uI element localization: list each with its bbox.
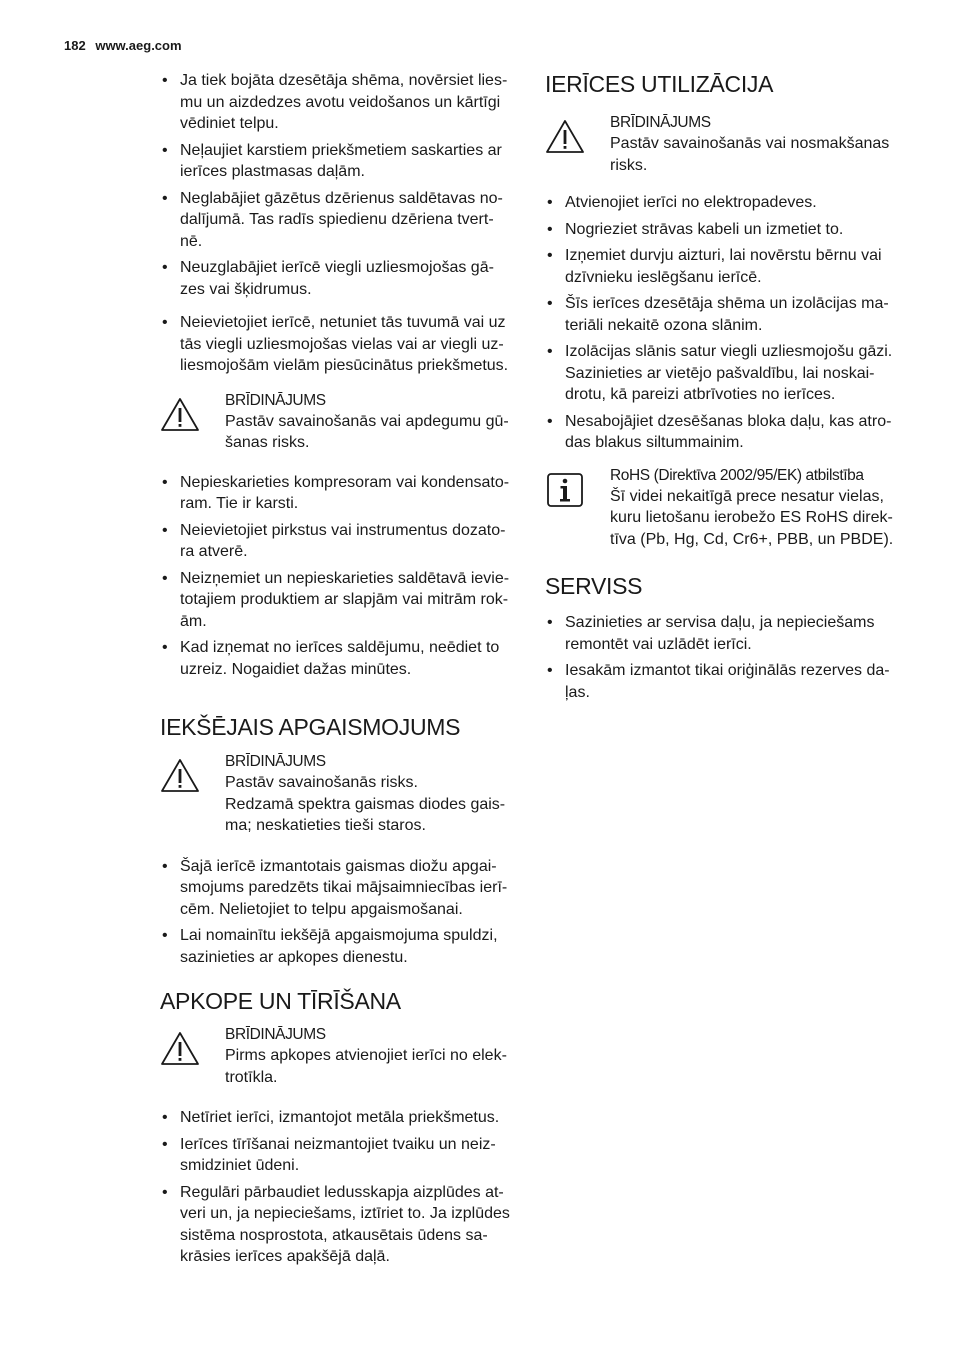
info-notice [545, 466, 900, 551]
info-icon [545, 472, 585, 508]
warning-triangle-icon [545, 119, 585, 155]
list-item: • Lai nomainītu iekšējā apgaismojuma spuldzi, sazinieties ar apkopes dienestu. [160, 925, 515, 968]
warning-notice [160, 752, 515, 837]
list-item: • Nogrieziet strāvas kabeli un izmetiet to. [545, 219, 900, 241]
warning-triangle-icon [160, 1031, 200, 1067]
info-title: RoHS (Direktīva 2002/95/EK) atbilstība [610, 466, 864, 484]
list-item: • Šajā ierīcē izmantotais gaismas diožu apgai- smojums paredzēts tikai mājsaimniecības ierī- cēm. Nelietojiet to telpu apgaismošanai. [160, 856, 515, 921]
website-url: www.aeg.com [95, 38, 182, 53]
warning-title: BRĪDINĀJUMS [610, 114, 711, 131]
list-item: • Nepieskarieties kompresoram vai kondensato- ram. Tie ir karsti. [160, 472, 515, 515]
list-item: • Izņemiet durvju aizturi, lai novērstu bērnu vai dzīvnieku ieslēgšanu ierīcē. [545, 245, 900, 288]
warning-title: BRĪDINĀJUMS [225, 753, 326, 770]
section-title-service: SERVISS [545, 573, 643, 599]
list-item: • Sazinieties ar servisa daļu, ja nepieciešams remontēt vai uzlādēt ierīci. [545, 612, 900, 655]
list-item: • Netīriet ierīci, izmantojot metāla priekšmetus. [160, 1107, 515, 1129]
list-item: • Izolācijas slānis satur viegli uzliesmojošu gāzi. Sazinieties ar vietējo pašvaldību, lai noskai- drotu, kā pareizi atbrīvoties no ierīces. [545, 341, 900, 406]
list-item: • Ierīces tīrīšanai neizmantojiet tvaiku un neiz- smidziniet ūdeni. [160, 1134, 515, 1177]
list-item: • Šīs ierīces dzesētāja shēma un izolācijas ma- teriāli nekaitē ozona slānim. [545, 293, 900, 336]
service-bullet-list [545, 612, 900, 703]
list-item: • Nesabojājiet dzesēšanas bloka daļu, kas atro- das blakus siltummainim. [545, 411, 900, 454]
warning-text: Pastāv savainošanās vai nosmakšanas risks. [610, 135, 890, 174]
list-item: • Neievietojiet ierīcē, netuniet tās tuvumā vai uz tās viegli uzliesmojošas vielas vai ar viegli uz- liesmojošām vielām piesūcinātus priekšmetus. [160, 312, 515, 377]
list-item: • Neizņemiet un nepieskarieties saldētavā ievie- totajiem produktiem ar slapjām vai mitrām rok- ām. [160, 568, 515, 633]
list-item: • Regulāri pārbaudiet ledusskapja aizplūdes at- veri un, ja nepieciešams, iztīriet to. Ja izplūdes sistēma nosprostota, atkausētais ūdens sa- krāsies ierīces apakšējā daļā. [160, 1182, 515, 1268]
safety-bullet-list [160, 70, 515, 377]
warning-notice [545, 113, 900, 176]
safety-bullet-list [160, 472, 515, 681]
list-item: • Ja tiek bojāta dzesētāja shēma, novērsiet lies- mu un aizdedzes avotu veidošanos un kārtīgi vēdiniet telpu. [160, 70, 515, 135]
warning-title: BRĪDINĀJUMS [225, 1026, 326, 1043]
list-item: • Atvienojiet ierīci no elektropadeves. [545, 192, 900, 214]
section-title-disposal: IERĪCES UTILIZĀCIJA [545, 71, 774, 97]
warning-text: Pirms apkopes atvienojiet ierīci no elek- trotīkla. [225, 1047, 507, 1086]
warning-title: BRĪDINĀJUMS [225, 391, 326, 409]
list-item: • Neļaujiet karstiem priekšmetiem saskarties ar ierīces plastmasas daļām. [160, 140, 515, 183]
left-column [160, 70, 515, 1273]
warning-notice [160, 391, 515, 454]
list-item: • Iesakām izmantot tikai oriģinālās rezerves da- ļas. [545, 660, 900, 703]
disposal-bullet-list [545, 192, 900, 454]
right-column [545, 70, 900, 708]
list-item: • Neievietojiet pirkstus vai instrumentus dozato- ra atverē. [160, 520, 515, 563]
warning-text: Pastāv savainošanās vai apdegumu gū- šanas risks. [225, 412, 509, 451]
warning-triangle-icon [160, 758, 200, 794]
warning-triangle-icon [160, 397, 200, 433]
warning-notice [160, 1025, 515, 1088]
page-number: 182 [64, 38, 86, 53]
section-title-care: APKOPE UN TĪRĪŠANA [160, 988, 401, 1014]
list-item: • Neglabājiet gāzētus dzērienus saldētavas no- dalījumā. Tas radīs spiedienu dzēriena tvert- nē. [160, 188, 515, 253]
info-text: Šī videi nekaitīgā prece nesatur vielas, kuru lietošanu ierobežo ES RoHS direk- tīva (Pb, Hg, Cd, Cr6+, PBB, un PBDE). [610, 487, 894, 548]
section-title-lighting: IEKŠĒJAIS APGAISMOJUMS [160, 714, 461, 740]
warning-text: Pastāv savainošanās risks. Redzamā spektra gaismas diodes gais- ma; neskatieties tieši staros. [225, 774, 506, 834]
page-header [64, 38, 182, 53]
list-item: • Kad izņemat no ierīces saldējumu, neēdiet to uzreiz. Nogaidiet dažas minūtes. [160, 637, 515, 680]
lighting-bullet-list [160, 856, 515, 969]
list-item: • Neuzglabājiet ierīcē viegli uzliesmojošas gā- zes vai šķidrumus. [160, 257, 515, 300]
care-bullet-list [160, 1107, 515, 1268]
